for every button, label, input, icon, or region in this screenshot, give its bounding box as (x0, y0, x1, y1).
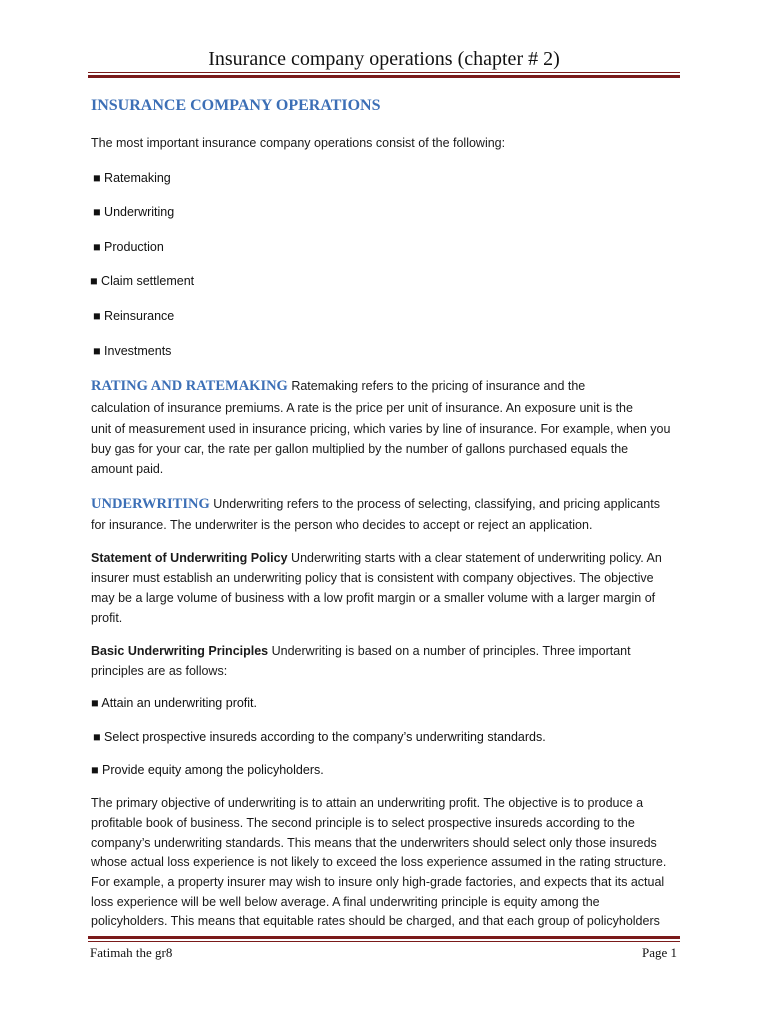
operation-label: Ratemaking (104, 171, 171, 185)
policy-text-line: insurer must establish an underwriting policy that is consistent with company objectives. The objective (91, 571, 654, 585)
rating-heading: RATING AND RATEMAKING (91, 378, 288, 394)
bullet-square-icon: ■ (93, 240, 101, 254)
principles-text-line: principles are as follows: (91, 664, 228, 678)
policy-label: Statement of Underwriting Policy (91, 551, 288, 565)
closing-text-line: For example, a property insurer may wish to insure only high-grade factories, and expects that its actual (91, 875, 665, 889)
bullet-square-icon: ■ (90, 274, 98, 288)
principle-label: Select prospective insureds according to the company’s underwriting standards. (104, 730, 546, 744)
principles-text: Underwriting is based on a number of principles. Three important (271, 644, 631, 658)
page-header-title: Insurance company operations (chapter # 2) (208, 48, 560, 70)
rating-paragraph-line (91, 376, 585, 396)
rating-text-line: buy gas for your car, the rate per gallon multiplied by the number of gallons purchased equals the (91, 442, 629, 456)
footer-rule-thick (88, 936, 680, 939)
footer-page-number: Page 1 (641, 945, 677, 960)
underwriting-text-line: for insurance. The underwriter is the person who decides to accept or reject an application. (91, 518, 593, 532)
principle-label: Attain an underwriting profit. (101, 696, 257, 710)
bullet-square-icon: ■ (93, 344, 101, 358)
rating-text: Ratemaking refers to the pricing of insurance and the (291, 379, 586, 393)
operation-item (93, 237, 164, 257)
operation-label: Reinsurance (104, 309, 175, 323)
policy-paragraph-line (91, 548, 662, 568)
operation-item (93, 341, 171, 361)
policy-text-line: profit. (91, 611, 123, 625)
header-rule-thin (88, 72, 680, 73)
closing-text-line: The primary objective of underwriting is to attain an underwriting profit. The objective is to produce a (91, 796, 644, 810)
rating-text-line: unit of measurement used in insurance pricing, which varies by line of insurance. For example, when you (91, 422, 671, 436)
bullet-square-icon: ■ (93, 171, 101, 185)
bullet-square-icon: ■ (93, 730, 101, 744)
bullet-square-icon: ■ (93, 309, 101, 323)
underwriting-heading: UNDERWRITING (91, 496, 210, 512)
underwriting-paragraph-line (91, 494, 660, 514)
closing-text-line: loss experience will be well below average. A final underwriting principle is equity among the (91, 895, 600, 909)
policy-text: Underwriting starts with a clear statement of underwriting policy. An (291, 551, 662, 565)
operation-label: Production (104, 240, 164, 254)
operation-label: Underwriting (104, 205, 175, 219)
operation-item (93, 306, 174, 326)
principle-label: Provide equity among the policyholders. (102, 763, 324, 777)
header-rule-thick (88, 75, 680, 78)
main-heading: INSURANCE COMPANY OPERATIONS (91, 97, 381, 114)
bullet-square-icon: ■ (93, 205, 101, 219)
underwriting-text: Underwriting refers to the process of selecting, classifying, and pricing applicants (213, 497, 660, 511)
operation-label: Claim settlement (101, 274, 195, 288)
closing-text-line: profitable book of business. The second principle is to select prospective insureds according to the (91, 816, 635, 830)
bullet-square-icon: ■ (91, 696, 99, 710)
principles-label: Basic Underwriting Principles (91, 644, 269, 658)
operation-item (93, 202, 174, 222)
principles-paragraph-line (91, 641, 631, 661)
operation-item (93, 168, 171, 188)
principle-item (91, 693, 257, 713)
footer-rule-thin (88, 941, 680, 942)
closing-text-line: whose actual loss experience is not likely to exceed the loss experience assumed in the rating structure. (91, 855, 667, 869)
operation-label: Investments (104, 344, 172, 358)
policy-text-line: may be a large volume of business with a low profit margin or a smaller volume with a larger margin of (91, 591, 656, 605)
closing-text-line: policyholders. This means that equitable rates should be charged, and that each group of policyholders (91, 914, 660, 928)
bullet-square-icon: ■ (91, 763, 99, 777)
rating-text-line: amount paid. (91, 462, 164, 476)
operation-item (90, 271, 194, 291)
principle-item (93, 727, 546, 747)
intro-text: The most important insurance company operations consist of the following: (91, 136, 506, 150)
principle-item (91, 760, 324, 780)
closing-text-line: company’s underwriting standards. This means that the underwriters should select only those insureds (91, 836, 657, 850)
footer-author: Fatimah the gr8 (90, 945, 173, 960)
rating-text-line: calculation of insurance premiums. A rate is the price per unit of insurance. An exposure unit is the (91, 401, 633, 415)
